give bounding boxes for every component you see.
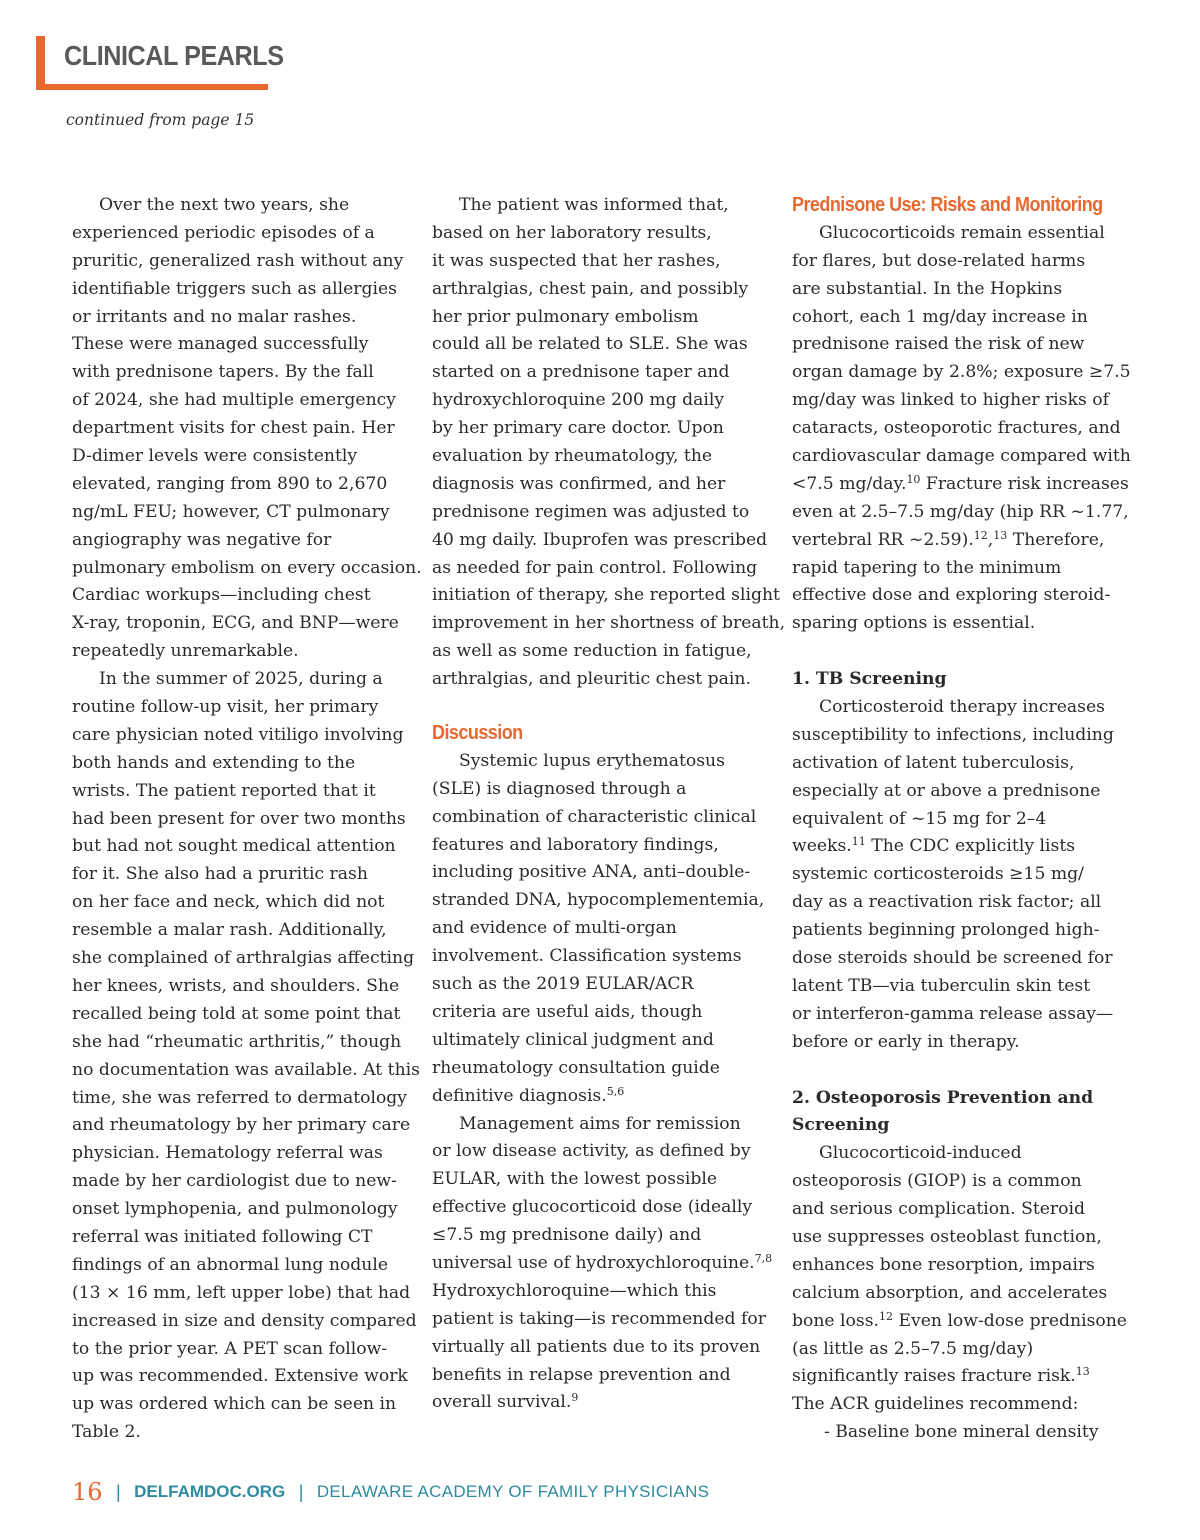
- text-line: as needed for pain control. Following: [432, 557, 758, 578]
- text-line: ng/mL FEU; however, CT pulmonary: [72, 501, 390, 522]
- text-line: Glucocorticoids remain essential: [819, 222, 1105, 243]
- text-line: stranded DNA, hypocomplementemia,: [432, 890, 765, 911]
- text-line: it was suspected that her rashes,: [432, 250, 721, 271]
- text-line: evaluation by rheumatology, the: [432, 446, 713, 467]
- text-line: on her face and neck, which did not: [72, 892, 385, 913]
- reference-superscript: 12: [973, 528, 988, 542]
- text-line: prednisone regimen was adjusted to: [432, 501, 750, 522]
- footer-site-link[interactable]: DELFAMDOC.ORG: [134, 1482, 286, 1501]
- text-span: Fracture risk increases: [920, 473, 1129, 494]
- text-line: patients beginning prolonged high-: [792, 920, 1100, 941]
- text-line: day as a reactivation risk factor; all: [792, 892, 1102, 913]
- text-line: routine follow-up visit, her primary: [72, 697, 379, 718]
- text-line: rapid tapering to the minimum: [792, 557, 1062, 578]
- footer-organization: DELAWARE ACADEMY OF FAMILY PHYSICIANS: [316, 1482, 710, 1501]
- text-line: no documentation was available. At this: [72, 1059, 420, 1080]
- text-line: findings of an abnormal lung nodule: [72, 1254, 388, 1275]
- text-line: (as little as 2.5–7.5 mg/day): [792, 1338, 1034, 1359]
- discussion-heading: Discussion: [432, 722, 523, 745]
- text-line: both hands and extending to the: [72, 752, 356, 773]
- text-line: cardiovascular damage compared with: [792, 446, 1131, 467]
- text-line: [792, 833, 1132, 861]
- text-line: cohort, each 1 mg/day increase in: [792, 306, 1088, 327]
- text-line: could all be related to SLE. She was: [432, 334, 748, 355]
- text-line: effective glucocorticoid dose (ideally: [432, 1197, 753, 1218]
- text-line: systemic corticosteroids ≥15 mg/: [792, 864, 1084, 885]
- text-line: (13 × 16 mm, left upper lobe) that had: [72, 1282, 411, 1303]
- text-line: elevated, ranging from 890 to 2,670: [72, 473, 388, 494]
- text-span: significantly raises fracture risk.: [792, 1366, 1076, 1387]
- text-line: EULAR, with the lowest possible: [432, 1169, 718, 1190]
- text-line: her prior pulmonary embolism: [432, 306, 699, 327]
- text-line: benefits in relapse prevention and: [432, 1364, 731, 1385]
- prednisone-heading: Prednisone Use: Risks and Monitoring: [792, 194, 1103, 216]
- text-line: Cardiac workups—including chest: [72, 585, 371, 606]
- text-line: The patient was informed that,: [459, 195, 729, 215]
- text-line: especially at or above a prednisone: [792, 780, 1101, 801]
- text-line: enhances bone resorption, impairs: [792, 1254, 1095, 1275]
- text-line: identifiable triggers such as allergies: [72, 278, 397, 299]
- text-span: definitive diagnosis.: [432, 1085, 607, 1106]
- text-span: Therefore,: [1007, 529, 1105, 550]
- text-line: based on her laboratory results,: [432, 222, 712, 243]
- text-line: made by her cardiologist due to new-: [72, 1171, 397, 1192]
- text-line: and evidence of multi-organ: [432, 918, 677, 939]
- page-number: 16: [72, 1478, 103, 1506]
- text-line: involvement. Classification systems: [432, 946, 742, 967]
- bullet-item: - Baseline bone mineral density: [824, 1422, 1099, 1443]
- text-span: weeks.: [792, 836, 852, 857]
- text-line: physician. Hematology referral was: [72, 1143, 383, 1164]
- text-line: recalled being told at some point that: [72, 1003, 401, 1024]
- text-line: latent TB—via tuberculin skin test: [792, 975, 1091, 996]
- text-line: time, she was referred to dermatology: [72, 1087, 408, 1108]
- text-line: including positive ANA, anti–double-: [432, 862, 751, 883]
- text-line: These were managed successfully: [72, 334, 369, 355]
- text-line: susceptibility to infections, including: [792, 724, 1114, 745]
- reference-superscript: 9: [571, 1391, 579, 1405]
- text-line: ultimately clinical judgment and: [432, 1029, 714, 1050]
- text-line: her knees, wrists, and shoulders. She: [72, 975, 400, 996]
- text-line: activation of latent tuberculosis,: [792, 752, 1075, 773]
- text-line: pruritic, generalized rash without any: [72, 250, 404, 271]
- text-line: X-ray, troponin, ECG, and BNP—were: [72, 613, 399, 634]
- text-line: up was recommended. Extensive work: [72, 1366, 408, 1387]
- text-line: by her primary care doctor. Upon: [432, 418, 724, 439]
- text-line: for it. She also had a pruritic rash: [72, 864, 368, 885]
- text-line: referral was initiated following CT: [72, 1226, 373, 1247]
- text-line: initiation of therapy, she reported slight: [432, 585, 780, 606]
- text-line: angiography was negative for: [72, 529, 332, 550]
- tb-screening-heading: 1. TB Screening: [792, 669, 947, 690]
- text-line: arthralgias, and pleuritic chest pain.: [432, 669, 751, 690]
- text-line: experienced periodic episodes of a: [72, 222, 375, 243]
- text-span: universal use of hydroxychloroquine.: [432, 1252, 755, 1273]
- text-line: 40 mg daily. Ibuprofen was prescribed: [432, 529, 768, 550]
- text-line: sparing options is essential.: [792, 613, 1036, 634]
- text-line: and serious complication. Steroid: [792, 1199, 1085, 1220]
- text-line: use suppresses osteoblast function,: [792, 1226, 1102, 1247]
- text-line: mg/day was linked to higher risks of: [792, 390, 1110, 411]
- text-line: rheumatology consultation guide: [432, 1057, 720, 1078]
- text-line: features and laboratory findings,: [432, 834, 719, 855]
- footer-separator: |: [116, 1481, 121, 1502]
- text-span: ,: [987, 529, 994, 550]
- text-line: pulmonary embolism on every occasion.: [72, 557, 422, 578]
- text-line: Glucocorticoid-induced: [819, 1143, 1022, 1164]
- osteoporosis-heading-cont: Screening: [792, 1115, 890, 1136]
- text-line: ≤7.5 mg prednisone daily) and: [432, 1225, 702, 1246]
- reference-superscript: 13: [993, 528, 1008, 542]
- paragraph-gap: [792, 1057, 1132, 1085]
- text-line: effective dose and exploring steroid-: [792, 585, 1111, 606]
- text-span: The CDC explicitly lists: [865, 836, 1076, 857]
- text-line: cataracts, osteoporotic fractures, and: [792, 418, 1121, 439]
- text-line: or low disease activity, as defined by: [432, 1141, 751, 1162]
- text-line: [432, 1389, 772, 1417]
- reference-superscript: 11: [851, 835, 866, 849]
- text-line: Systemic lupus erythematosus: [459, 750, 725, 771]
- text-line: criteria are useful aids, though: [432, 1001, 703, 1022]
- text-line: improvement in her shortness of breath,: [432, 613, 786, 634]
- text-line: [792, 471, 1132, 499]
- text-line: with prednisone tapers. By the fall: [72, 362, 374, 383]
- text-line: are substantial. In the Hopkins: [792, 278, 1063, 299]
- text-line: or irritants and no malar rashes.: [72, 306, 357, 327]
- text-line: but had not sought medical attention: [72, 836, 396, 857]
- footer-separator: |: [298, 1481, 304, 1502]
- text-line: hydroxychloroquine 200 mg daily: [432, 390, 725, 411]
- text-line: Table 2.: [72, 1422, 141, 1443]
- text-line: [432, 1083, 772, 1111]
- text-line: such as the 2019 EULAR/ACR: [432, 974, 694, 995]
- text-line: started on a prednisone taper and: [432, 362, 730, 383]
- text-line: virtually all patients due to its proven: [432, 1336, 761, 1357]
- text-line: wrists. The patient reported that it: [72, 780, 376, 801]
- reference-superscript: 12: [879, 1309, 894, 1323]
- page-footer: [72, 1478, 709, 1506]
- text-line: combination of characteristic clinical: [432, 806, 757, 827]
- text-line: for flares, but dose-related harms: [792, 250, 1086, 271]
- text-line: organ damage by 2.8%; exposure ≥7.5: [792, 362, 1131, 383]
- text-line: she complained of arthralgias affecting: [72, 948, 415, 969]
- section-header: [36, 36, 284, 90]
- text-line: calcium absorption, and accelerates: [792, 1282, 1108, 1303]
- text-line: care physician noted vitiligo involving: [72, 724, 404, 745]
- text-span: Even low-dose prednisone: [893, 1310, 1127, 1331]
- article-column-3: [792, 192, 1132, 1447]
- continued-note: continued from page 15: [66, 111, 255, 129]
- text-line: before or early in therapy.: [792, 1031, 1020, 1052]
- text-line: increased in size and density compared: [72, 1310, 417, 1331]
- reference-superscript: 13: [1075, 1365, 1090, 1379]
- text-span: vertebral RR ~2.59).: [792, 529, 974, 550]
- text-line: had been present for over two months: [72, 808, 406, 829]
- text-line: D-dimer levels were consistently: [72, 446, 358, 467]
- text-line: diagnosis was confirmed, and her: [432, 473, 726, 494]
- text-line: [792, 1363, 1132, 1391]
- text-line: even at 2.5–7.5 mg/day (hip RR ~1.77,: [792, 501, 1129, 522]
- reference-superscript: 7,8: [754, 1251, 773, 1265]
- article-column-1: [72, 192, 422, 1447]
- text-line: as well as some reduction in fatigue,: [432, 641, 752, 662]
- text-line: and rheumatology by her primary care: [72, 1115, 411, 1136]
- text-line: (SLE) is diagnosed through a: [432, 778, 687, 799]
- paragraph-gap: [792, 638, 1132, 666]
- text-line: Management aims for remission: [459, 1113, 741, 1134]
- section-header-underline: [36, 84, 268, 90]
- text-line: resemble a malar rash. Additionally,: [72, 920, 387, 941]
- text-line: onset lymphopenia, and pulmonology: [72, 1199, 398, 1220]
- text-line: dose steroids should be screened for: [792, 948, 1113, 969]
- paragraph-gap: [432, 694, 772, 720]
- text-span: overall survival.: [432, 1392, 572, 1413]
- text-line: arthralgias, chest pain, and possibly: [432, 278, 749, 299]
- text-line: [792, 527, 1132, 555]
- section-label: CLINICAL PEARLS: [64, 40, 284, 71]
- reference-superscript: 5,6: [606, 1084, 625, 1098]
- text-line: Corticosteroid therapy increases: [819, 697, 1105, 718]
- text-line: repeatedly unremarkable.: [72, 641, 299, 662]
- text-line: department visits for chest pain. Her: [72, 418, 395, 439]
- text-line: osteoporosis (GIOP) is a common: [792, 1171, 1082, 1192]
- text-line: Hydroxychloroquine—which this: [432, 1280, 717, 1301]
- article-column-2: [432, 192, 786, 1417]
- text-line: [432, 1250, 772, 1278]
- text-line: equivalent of ~15 mg for 2–4: [792, 808, 1047, 829]
- text-line: of 2024, she had multiple emergency: [72, 390, 396, 411]
- text-line: prednisone raised the risk of new: [792, 334, 1085, 355]
- text-span: <7.5 mg/day.: [792, 473, 907, 494]
- text-line: she had “rheumatic arthritis,” though: [72, 1031, 402, 1052]
- text-line: [792, 1308, 1132, 1336]
- text-line: or interferon-gamma release assay—: [792, 1003, 1114, 1024]
- text-line: The ACR guidelines recommend:: [792, 1394, 1079, 1415]
- text-line: In the summer of 2025, during a: [99, 669, 383, 690]
- text-line: patient is taking—is recommended for: [432, 1308, 766, 1329]
- text-span: bone loss.: [792, 1310, 880, 1331]
- text-line: Over the next two years, she: [99, 195, 350, 215]
- osteoporosis-heading: 2. Osteoporosis Prevention and: [792, 1087, 1094, 1108]
- reference-superscript: 10: [906, 472, 921, 486]
- text-line: to the prior year. A PET scan follow-: [72, 1338, 388, 1359]
- text-line: up was ordered which can be seen in: [72, 1394, 397, 1415]
- section-header-accent-bar: [36, 36, 45, 90]
